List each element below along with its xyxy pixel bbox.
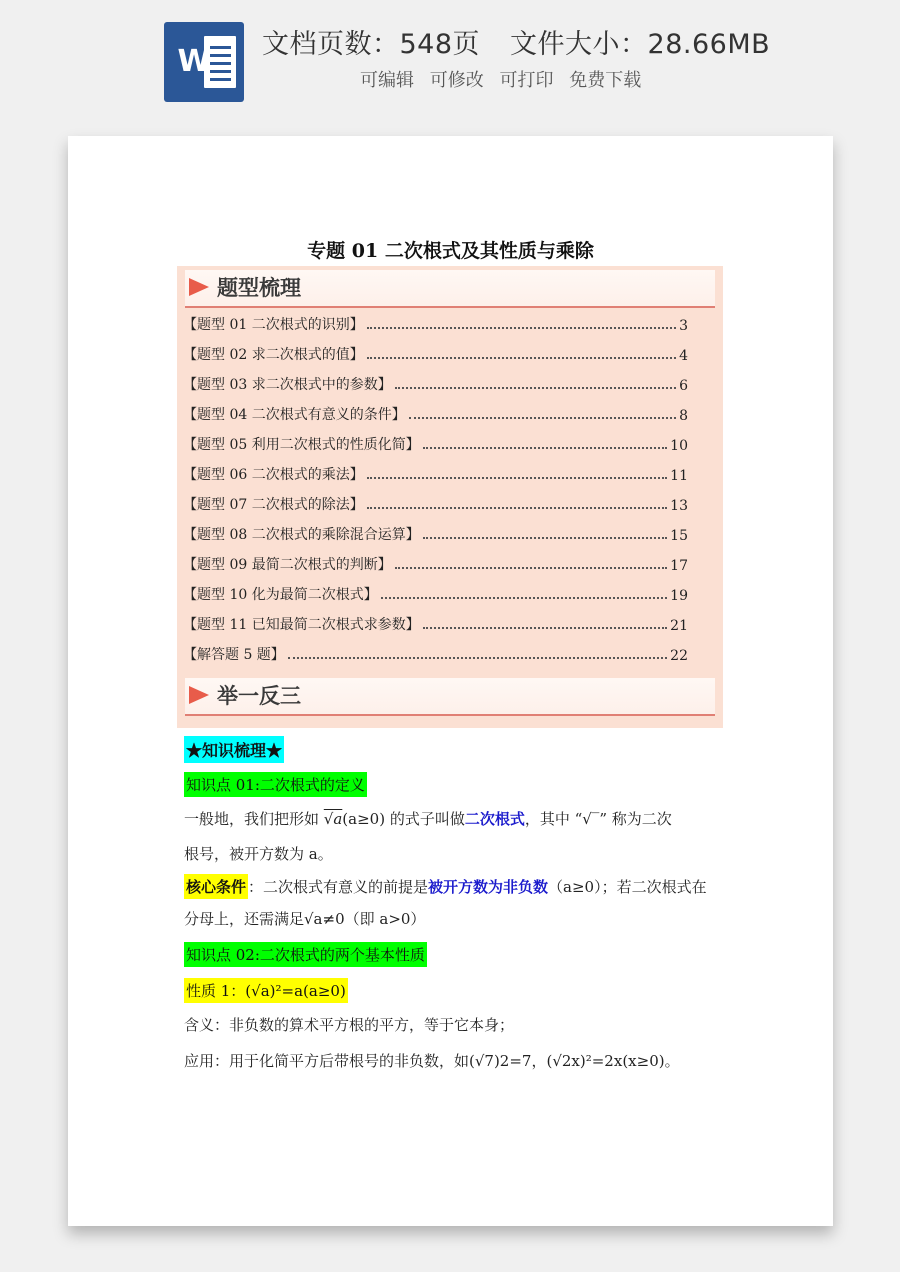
term-nonnegative: 被开方数为非负数 [428,878,549,896]
page-count: 文档页数：548页 [262,29,481,60]
kp2-heading: 知识点 02:二次根式的两个基本性质 [184,942,427,967]
banner-label: 题型梳理 [217,276,301,300]
toc-item[interactable]: 【题型 03 求二次根式中的参数】 6 [183,377,688,394]
toc-item[interactable]: 【题型 01 二次根式的识别】 3 [183,317,688,334]
toc-item[interactable]: 【题型 10 化为最简二次根式】 19 [183,587,688,604]
toc-item[interactable]: 【题型 09 最简二次根式的判断】 17 [183,557,688,574]
meaning-text: 含义：非负数的算术平方根的平方，等于它本身； [184,1016,515,1034]
toc-item[interactable]: 【题型 11 已知最简二次根式求参数】 21 [183,617,688,634]
file-size: 文件大小：28.66MB [510,29,771,60]
file-info [262,22,770,61]
kp1-paragraph-cont: 根号，被开方数为 a。 [184,845,333,863]
property-1: 性质 1：(√a)²=a(a≥0) [184,978,348,1003]
word-letter: W [177,44,211,79]
core-condition-cont: 分母上，还需满足√a≠0（即 a>0） [184,910,426,928]
usage-text: 应用：用于化简平方后带根号的非负数，如(√7)2=7，(√2x)²=2x(x≥0)。 [184,1052,680,1070]
perm-modifiable: 可修改 [429,70,484,91]
core-condition: 核心条件 ：二次根式有意义的前提是被开方数为非负数（a≥0）；若二次根式在 [184,874,724,899]
kp1-paragraph: 一般地，我们把形如 √a(a≥0) 的式子叫做二次根式，其中 “√‾” 称为二次 [184,810,672,828]
arrow-right-icon [189,278,209,296]
term-quadratic-radical: 二次根式 [464,810,525,828]
banner-examples [185,678,715,716]
word-document-icon [164,22,244,102]
download-header [0,0,900,120]
perm-free-download: 免费下载 [569,70,642,91]
banner-label: 举一反三 [217,684,301,708]
arrow-right-icon [189,686,209,704]
sqrt-a: √a [323,810,343,828]
toc-item[interactable]: 【题型 06 二次根式的乘法】 11 [183,467,688,484]
document-title: 专题 01 二次根式及其性质与乘除 [307,240,594,262]
toc-item[interactable]: 【题型 05 利用二次根式的性质化简】 10 [183,437,688,454]
toc-box [177,266,723,728]
toc-item[interactable]: 【题型 04 二次根式有意义的条件】 8 [183,407,688,424]
knowledge-heading: ★知识梳理★ [184,736,284,763]
kp1-heading: 知识点 01:二次根式的定义 [184,772,367,797]
core-label: 核心条件 [184,874,248,899]
banner-question-types [185,270,715,308]
perm-editable: 可编辑 [360,70,414,91]
toc-item[interactable]: 【题型 07 二次根式的除法】 13 [183,497,688,514]
toc-item[interactable]: 【题型 02 求二次根式的值】 4 [183,347,688,364]
document-page [68,136,833,1226]
permissions [360,66,651,92]
toc-item[interactable]: 【题型 08 二次根式的乘除混合运算】 15 [183,527,688,544]
toc-item[interactable]: 【解答题 5 题】 22 [183,647,688,664]
perm-printable: 可打印 [499,70,554,91]
